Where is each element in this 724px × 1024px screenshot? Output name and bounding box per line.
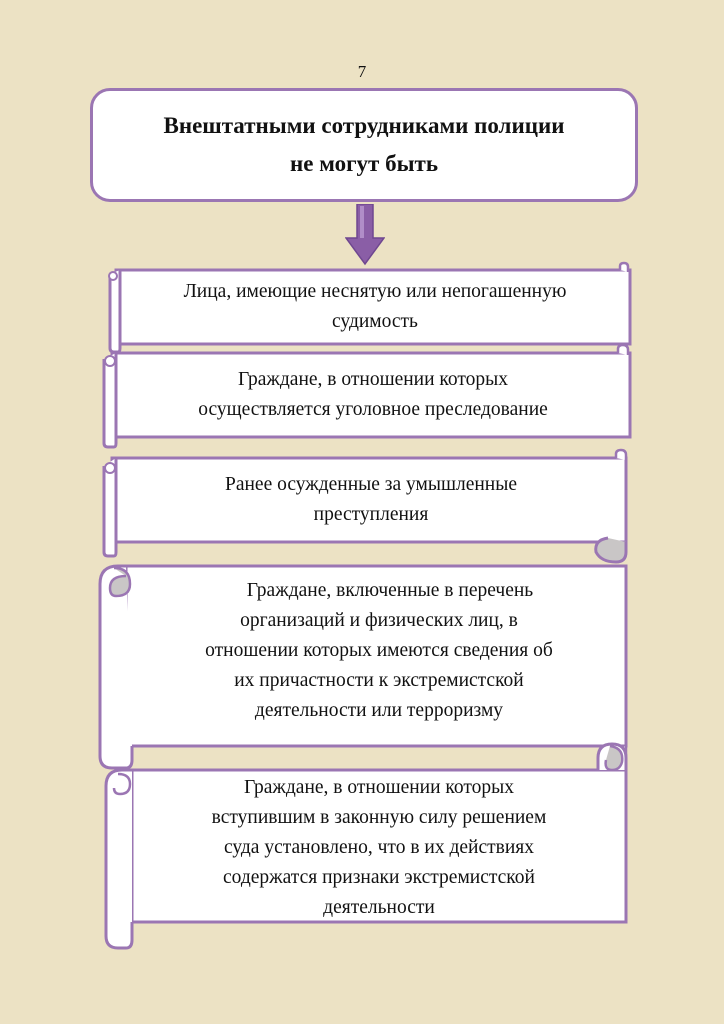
item-2-line-1: Граждане, в отношении которых bbox=[237, 369, 509, 390]
scroll-item-2-text bbox=[116, 353, 630, 437]
scroll-item-1 bbox=[100, 262, 632, 354]
item-4-line-1: Граждане, включенные в перечень bbox=[246, 580, 534, 601]
scroll-item-4-text bbox=[132, 566, 626, 736]
item-5-line-4: содержатся признаки экстремистской bbox=[223, 867, 535, 888]
item-1-line-1: Лица, имеющие неснятую или непогашенную bbox=[183, 281, 567, 302]
scroll-item-3 bbox=[96, 452, 632, 564]
item-3-line-2: преступления bbox=[313, 504, 429, 525]
item-2-line-2: осуществляется уголовное преследование bbox=[198, 399, 548, 420]
scroll-item-1-text bbox=[120, 270, 630, 344]
item-1-line-2: судимость bbox=[332, 311, 418, 332]
header-title-line-2: не могут быть bbox=[290, 151, 438, 176]
item-5-line-2: вступившим в законную силу решением bbox=[211, 807, 547, 828]
scroll-item-2 bbox=[96, 345, 632, 449]
header-box bbox=[90, 88, 638, 202]
item-4-line-5: деятельности или терроризму bbox=[254, 700, 504, 721]
page-number: 7 bbox=[357, 62, 367, 81]
scroll-item-5 bbox=[100, 740, 632, 952]
scroll-item-4 bbox=[96, 560, 632, 770]
item-5-line-5: деятельности bbox=[323, 897, 435, 918]
down-arrow-icon bbox=[345, 204, 385, 266]
item-5-line-3: суда установлено, что в их действиях bbox=[223, 837, 535, 858]
item-5-line-1: Граждане, в отношении которых bbox=[243, 777, 515, 798]
scroll-item-3-text bbox=[116, 458, 626, 542]
item-4-line-2: организаций и физических лиц, в bbox=[240, 610, 518, 631]
header-title bbox=[93, 107, 635, 183]
item-3-line-1: Ранее осужденные за умышленные bbox=[225, 474, 517, 495]
scroll-item-5-text bbox=[132, 774, 626, 922]
item-4-line-4: их причастности к экстремистской bbox=[234, 670, 524, 691]
item-4-line-3: отношении которых имеются сведения об bbox=[205, 640, 553, 661]
header-title-line-1: Внештатными сотрудниками полиции bbox=[163, 113, 565, 138]
